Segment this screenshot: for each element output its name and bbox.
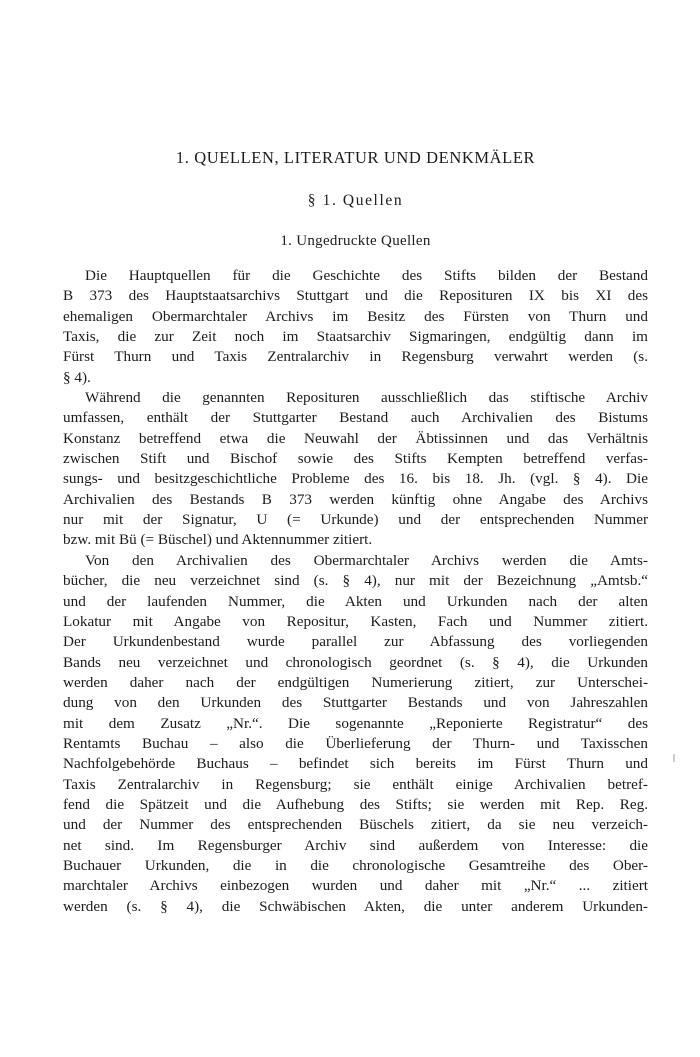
text-line: umfassen, enthält der Stuttgarter Bestand auch Archivalien des Bistums [63, 409, 648, 427]
text-line: werden (s. § 4), die Schwäbischen Akten, die unter anderem Urkunden- [63, 897, 648, 915]
text-line: nur mit der Signatur, U (= Urkunde) und der entsprechenden Nummer [63, 511, 648, 529]
text-line: dung von den Urkunden des Stuttgarter Bestands und von Jahreszahlen [63, 694, 648, 712]
chapter-heading: 1. QUELLEN, LITERATUR UND DENKMÄLER [175, 148, 536, 167]
sub-heading: 1. Ungedruckte Quellen [280, 233, 431, 249]
text-line: Archivalien des Bestands B 373 werden künftig ohne Angabe des Archivs [63, 490, 648, 508]
text-line: Buchauer Urkunden, die in die chronologische Gesamtreihe des Ober- [63, 856, 648, 874]
text-line: Fürst Thurn und Taxis Zentralarchiv in Regensburg verwahrt werden (s. [63, 348, 648, 366]
text-line: und der Nummer des entsprechenden Büschels zitiert, da sie neu verzeich- [63, 816, 648, 834]
text-line: net sind. Im Regensburger Archiv sind außerdem von Interesse: die [63, 836, 648, 854]
body-text [63, 266, 648, 917]
text-line: Nachfolgebehörde Buchaus – befindet sich bereits im Fürst Thurn und [63, 755, 648, 773]
text-line: Während die genannten Reposituren ausschließlich das stiftische Archiv [85, 389, 648, 407]
text-line: fend die Spätzeit und die Aufhebung des Stifts; sie werden mit Rep. Reg. [63, 795, 648, 813]
text-line: bücher, die neu verzeichnet sind (s. § 4), nur mit der Bezeichnung „Amtsb.“ [63, 572, 648, 590]
paragraph [63, 388, 648, 551]
text-line: Taxis, die zur Zeit noch im Staatsarchiv Sigmaringen, endgültig dann im [63, 328, 648, 346]
text-line: Der Urkundenbestand wurde parallel zur Abfassung des vorliegenden [63, 633, 648, 651]
document-page [63, 0, 648, 1057]
text-line: Bands neu verzeichnet und chronologisch geordnet (s. § 4), die Urkunden [63, 653, 648, 671]
text-line: § 4). [63, 368, 91, 386]
text-line: marchtaler Archivs einbezogen wurden und daher mit „Nr.“ ... zitiert [63, 877, 648, 895]
text-line: sungs- und besitzgeschichtliche Probleme des 16. bis 18. Jh. (vgl. § 4). Die [63, 470, 648, 488]
text-line: bzw. mit Bü (= Büschel) und Aktennummer zitiert. [63, 531, 373, 549]
text-line: zwischen Stift und Bischof sowie des Stifts Kempten betreffend verfas- [63, 450, 648, 468]
text-line: werden daher nach der endgültigen Numerierung zitiert, zur Unterschei- [63, 673, 648, 691]
text-line: Die Hauptquellen für die Geschichte des Stifts bilden der Bestand [85, 267, 648, 284]
margin-mark [673, 754, 675, 762]
paragraph [63, 551, 648, 917]
text-line: Rentamts Buchau – also die Überlieferung der Thurn- und Taxisschen [63, 734, 648, 752]
text-line: Konstanz betreffend etwa die Neuwahl der Äbtissinnen und das Verhältnis [63, 429, 648, 447]
text-line: B 373 des Hauptstaatsarchivs Stuttgart und die Reposituren IX bis XI des [63, 287, 648, 305]
paragraph [63, 266, 648, 388]
text-line: ehemaligen Obermarchtaler Archivs im Besitz des Fürsten von Thurn und [63, 307, 648, 325]
text-line: und der laufenden Nummer, die Akten und Urkunden nach der alten [63, 592, 648, 610]
text-line: Von den Archivalien des Obermarchtaler Archivs werden die Amts- [85, 551, 648, 569]
text-line: Lokatur mit Angabe von Repositur, Kasten, Fach und Nummer zitiert. [63, 612, 648, 630]
section-heading: § 1. Quellen [307, 192, 404, 209]
text-line: mit dem Zusatz „Nr.“. Die sogenannte „Reponierte Registratur“ des [63, 714, 648, 732]
text-line: Taxis Zentralarchiv in Regensburg; sie enthält einige Archivalien betref- [63, 775, 648, 793]
